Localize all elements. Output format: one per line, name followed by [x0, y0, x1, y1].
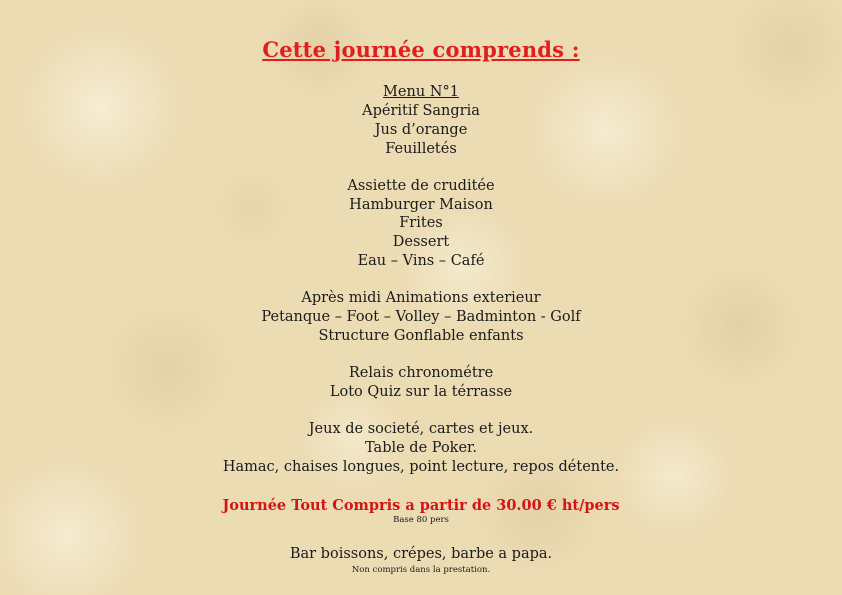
meal-item: Assiette de cruditée	[347, 178, 495, 194]
menu-heading: Menu N°1	[383, 84, 459, 100]
extras-text: Bar boissons, crépes, barbe a papa.	[289, 546, 553, 562]
event-item: Loto Quiz sur la térrasse	[329, 384, 513, 400]
offer-note: Base 80 pers	[393, 515, 449, 525]
page-title: Cette journée comprends :	[262, 37, 580, 62]
afternoon-activity: Après midi Animations exterieur	[301, 290, 541, 306]
meal-item: Dessert	[392, 234, 450, 250]
afternoon-activity: Structure Gonflable enfants	[318, 328, 524, 344]
meal-item: Eau – Vins – Café	[357, 253, 485, 269]
offer-headline: Journée Tout Compris a partir de 30.00 € ht/pers	[222, 497, 620, 514]
aperitif-item: Feuilletés	[385, 141, 457, 157]
leisure-item: Hamac, chaises longues, point lecture, repos détente.	[222, 459, 620, 475]
afternoon-activity: Petanque – Foot – Volley – Badminton - Golf	[261, 309, 581, 325]
event-item: Relais chronométre	[348, 365, 494, 381]
aperitif-item: Apéritif Sangria	[362, 103, 480, 119]
meal-item: Frites	[399, 215, 443, 231]
leisure-item: Table de Poker.	[365, 440, 477, 456]
aperitif-item: Jus d’orange	[374, 122, 468, 138]
leisure-item: Jeux de societé, cartes et jeux.	[308, 421, 534, 437]
extras-note: Non compris dans la prestation.	[351, 565, 491, 575]
meal-item: Hamburger Maison	[349, 197, 493, 213]
